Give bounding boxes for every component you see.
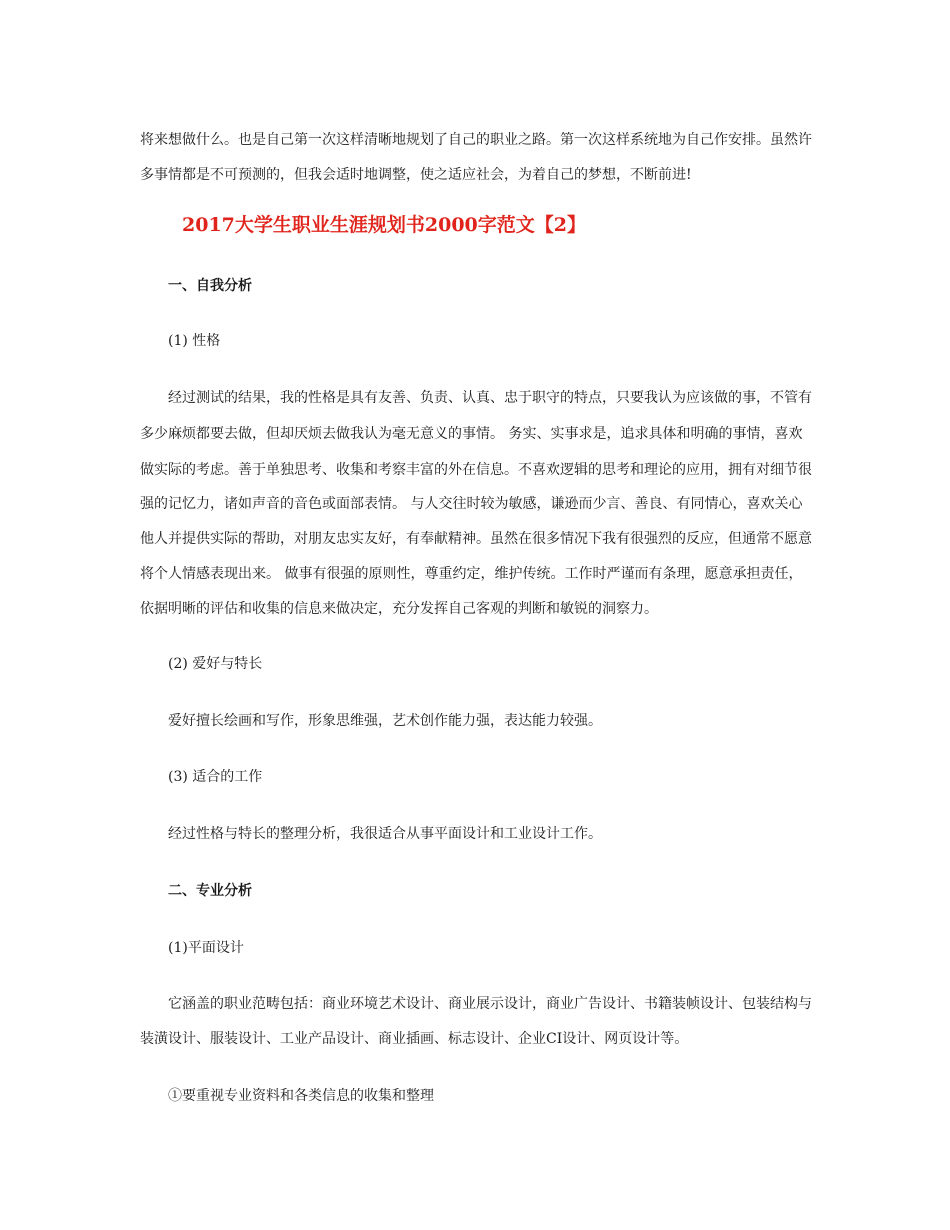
personality-para-line-7: 依据明晰的评估和收集的信息来做决定，充分发挥自己客观的判断和敏锐的洞察力。 [140,601,658,617]
document-title: 2017大学生职业生涯规划书2000字范文【2】 [182,214,586,236]
graphic-design-para-line-1: 它涵盖的职业范畴包括：商业环境艺术设计、商业展示设计，商业广告设计、书籍装帧设计、包装结构与 [168,996,812,1012]
intro-line-2: 多事情都是不可预测的，但我会适时地调整，使之适应社会，为着自己的梦想，不断前进! [140,167,692,183]
graphic-design-para-line-2: 装潢设计、服装设计、工业产品设计、商业插画、标志设计、企业CI设计、网页设计等。 [140,1031,689,1047]
personality-para-line-2: 多少麻烦都要去做，但却厌烦去做我认为毫无意义的事情。 务实、实事求是，追求具体和明确的事情，喜欢 [140,426,803,442]
personality-para-line-3: 做实际的考虑。善于单独思考、收集和考察丰富的外在信息。不喜欢逻辑的思考和理论的应用，拥有对细节很 [140,462,812,478]
intro-line-1: 将来想做什么。也是自己第一次这样清晰地规划了自己的职业之路。第一次这样系统地为自己作安排。虽然许 [140,132,812,148]
personality-para-line-5: 他人并提供实际的帮助，对朋友忠实友好，有奉献精神。虽然在很多情况下我有很强烈的反应，但通常不愿意 [140,531,812,547]
section-heading-self-analysis: 一、自我分析 [168,278,252,294]
subheading-hobbies: (2) 爱好与特长 [168,656,263,672]
suitable-work-para: 经过性格与特长的整理分析，我很适合从事平面设计和工业设计工作。 [168,826,602,842]
hobbies-para: 爱好擅长绘画和写作，形象思维强，艺术创作能力强，表达能力较强。 [168,713,602,729]
personality-para-line-6: 将个人情感表现出来。 做事有很强的原则性，尊重约定，维护传统。工作时严谨而有条理，愿意承担责任， [140,566,803,582]
personality-para-line-1: 经过测试的结果，我的性格是具有友善、负责、认真、忠于职守的特点，只要我认为应该做的事，不管有 [168,390,812,406]
subheading-graphic-design: (1)平面设计 [168,940,244,956]
section-heading-major-analysis: 二、专业分析 [168,883,252,899]
subheading-personality: (1) 性格 [168,333,221,349]
list-item-1: ①要重视专业资料和各类信息的收集和整理 [168,1088,434,1104]
personality-para-line-4: 强的记忆力，诸如声音的音色或面部表情。 与人交往时较为敏感，谦逊而少言、善良、有同情心，喜欢关心 [140,496,803,512]
subheading-suitable-work: (3) 适合的工作 [168,769,263,785]
